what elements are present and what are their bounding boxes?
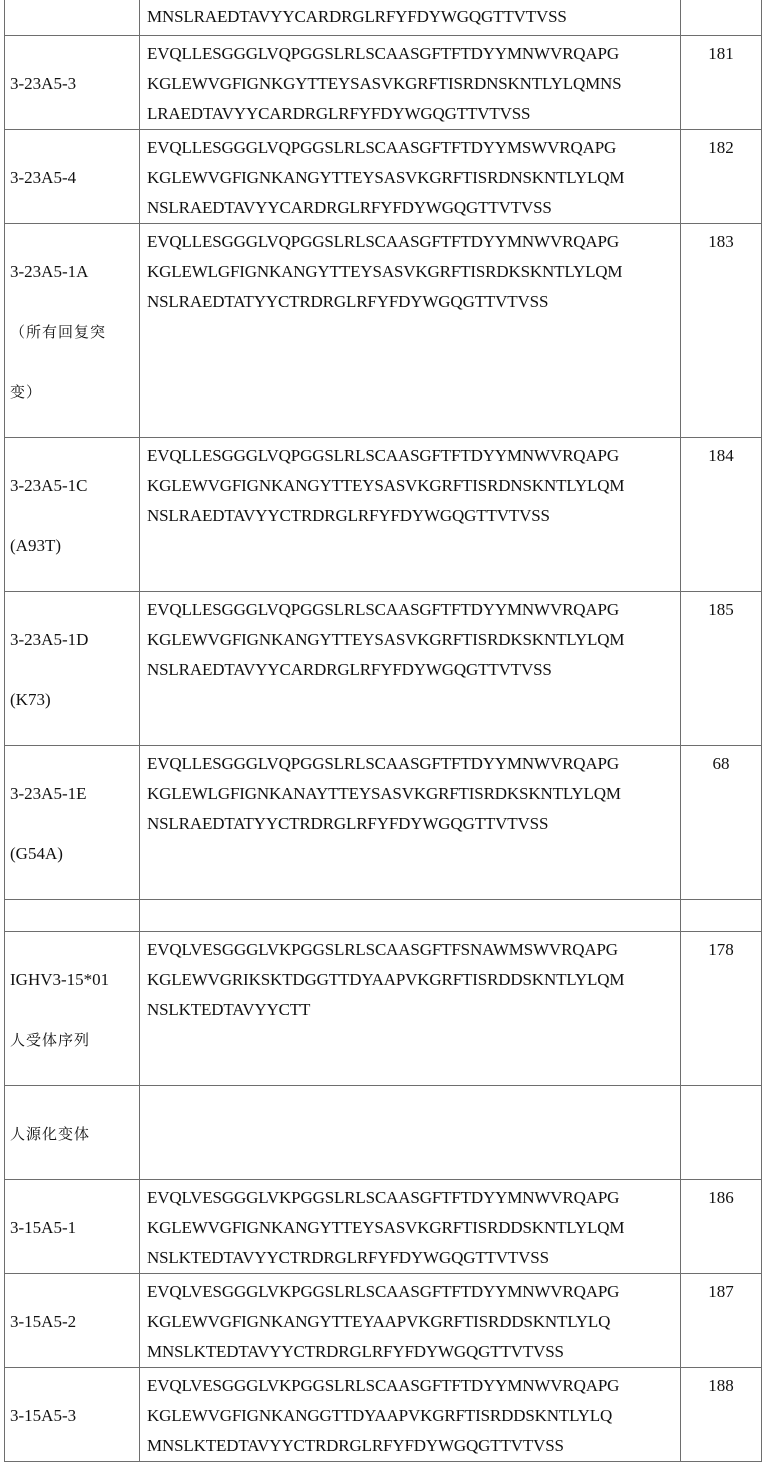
sequence-cell: [140, 1368, 681, 1462]
germline-note: 人受体序列: [10, 1031, 91, 1049]
sequence-table: [4, 0, 762, 1462]
sequence-table-body: [5, 0, 762, 1462]
variant-name-cell: [5, 0, 140, 36]
sequence-line: EVQLLESGGGLVQPGGSLRLSCAASGFTFTDYYMNWVRQAPG: [147, 446, 619, 465]
sequence-line: EVQLVESGGGLVKPGGSLRLSCAASGFTFSNAWMSWVRQAPG: [147, 940, 618, 959]
sequence-cell: [140, 438, 681, 592]
sequence-line: KGLEWLGFIGNKANAYTTEYSASVKGRFTISRDKSKNTLYLQM: [147, 784, 621, 803]
seq-id-cell: [681, 900, 762, 932]
variant-name: 3-15A5-2: [10, 1312, 77, 1331]
sequence-line: KGLEWVGFIGNKANGGTTDYAAPVKGRFTISRDDSKNTLYLQ: [147, 1406, 613, 1425]
sequence-line: KGLEWVGRIKSKTDGGTTDYAAPVKGRFTISRDDSKNTLYLQM: [147, 970, 625, 989]
sequence-line: EVQLVESGGGLVKPGGSLRLSCAASGFTFTDYYMNWVRQAPG: [147, 1376, 620, 1395]
table-row: [5, 438, 762, 592]
variant-name-cell: [5, 36, 140, 130]
sequence-line: KGLEWVGFIGNKANGYTTEYSASVKGRFTISRDDSKNTLYLQM: [147, 1218, 625, 1237]
table-row: [5, 130, 762, 224]
variant-mutation: (G54A): [10, 844, 63, 863]
seq-id-cell: 184: [681, 438, 762, 592]
seq-id-cell: 178: [681, 932, 762, 1086]
sequence-line: NSLRAEDTATYYCTRDRGLRFYFDYWGQGTTVTVSS: [147, 292, 549, 311]
sequence-line: NSLRAEDTAVYYCARDRGLRFYFDYWGQGTTVTVSS: [147, 660, 552, 679]
variant-name-cell: [5, 1274, 140, 1368]
sequence-line: LRAEDTAVYYCARDRGLRFYFDYWGQGTTVTVSS: [147, 104, 531, 123]
sequence-line: NSLRAEDTAVYYCARDRGLRFYFDYWGQGTTVTVSS: [147, 198, 552, 217]
sequence-line: EVQLLESGGGLVQPGGSLRLSCAASGFTFTDYYMNWVRQAPG: [147, 754, 619, 773]
sequence-cell: [140, 592, 681, 746]
sequence-line: EVQLLESGGGLVQPGGSLRLSCAASGFTFTDYYMNWVRQAPG: [147, 44, 619, 63]
table-row: [5, 36, 762, 130]
table-row: [5, 1368, 762, 1462]
variant-name-cell: [5, 130, 140, 224]
seq-id-cell: 68: [681, 746, 762, 900]
sequence-line: NSLRAEDTAVYYCTRDRGLRFYFDYWGQGTTVTVSS: [147, 506, 550, 525]
table-row: [5, 1180, 762, 1274]
variant-name-cell: [5, 592, 140, 746]
sequence-line: MNSLKTEDTAVYYCTRDRGLRFYFDYWGQGTTVTVSS: [147, 1342, 564, 1361]
sequence-cell: [140, 1180, 681, 1274]
sequence-line: NSLRAEDTATYYCTRDRGLRFYFDYWGQGTTVTVSS: [147, 814, 549, 833]
sequence-line: EVQLVESGGGLVKPGGSLRLSCAASGFTFTDYYMNWVRQAPG: [147, 1188, 620, 1207]
variant-name-cell: [5, 932, 140, 1086]
sequence-line: EVQLLESGGGLVQPGGSLRLSCAASGFTFTDYYMNWVRQAPG: [147, 600, 619, 619]
sequence-cell: [140, 1274, 681, 1368]
table-row: [5, 746, 762, 900]
seq-id-cell: 185: [681, 592, 762, 746]
variant-name-cell: [5, 224, 140, 438]
variant-name: 3-23A5-1E: [10, 784, 87, 803]
variant-mutation: (K73): [10, 690, 51, 709]
sequence-line: KGLEWVGFIGNKGYTTEYSASVKGRFTISRDNSKNTLYLQMNS: [147, 74, 622, 93]
table-row-blank: [5, 900, 762, 932]
variant-name-cell: [5, 746, 140, 900]
table-row: [5, 224, 762, 438]
variant-name: 3-23A5-1A: [10, 262, 89, 281]
table-row: [5, 0, 762, 36]
sequence-line: MNSLKTEDTAVYYCTRDRGLRFYFDYWGQGTTVTVSS: [147, 1436, 564, 1455]
sequence-line: KGLEWVGFIGNKANGYTTEYAAPVKGRFTISRDDSKNTLYLQ: [147, 1312, 611, 1331]
sequence-cell: [140, 932, 681, 1086]
variant-name-cell: [5, 1368, 140, 1462]
sequence-line: KGLEWVGFIGNKANGYTTEYSASVKGRFTISRDNSKNTLYLQM: [147, 476, 625, 495]
variant-name-cell: [5, 1180, 140, 1274]
sequence-cell: [140, 1086, 681, 1180]
variant-name: 3-23A5-1D: [10, 630, 89, 649]
table-row: [5, 1274, 762, 1368]
sequence-line: EVQLLESGGGLVQPGGSLRLSCAASGFTFTDYYMSWVRQAPG: [147, 138, 617, 157]
seq-id-cell: [681, 1086, 762, 1180]
section-header: 人源化变体: [10, 1125, 91, 1143]
seq-id-cell: 183: [681, 224, 762, 438]
sequence-cell: [140, 900, 681, 932]
sequence-line: NSLKTEDTAVYYCTT: [147, 1000, 311, 1019]
seq-id-cell: 182: [681, 130, 762, 224]
variant-note: 变）: [10, 383, 43, 401]
variant-name: 3-23A5-1C: [10, 476, 88, 495]
sequence-cell: [140, 36, 681, 130]
sequence-line: EVQLVESGGGLVKPGGSLRLSCAASGFTFTDYYMNWVRQAPG: [147, 1282, 620, 1301]
seq-id-cell: [681, 0, 762, 36]
sequence-line: KGLEWLGFIGNKANGYTTEYSASVKGRFTISRDKSKNTLYLQM: [147, 262, 623, 281]
sequence-cell: [140, 224, 681, 438]
sequence-line: KGLEWVGFIGNKANGYTTEYSASVKGRFTISRDNSKNTLYLQM: [147, 168, 625, 187]
sequence-cell: [140, 0, 681, 36]
seq-id-cell: 187: [681, 1274, 762, 1368]
table-row: [5, 932, 762, 1086]
variant-name: 3-23A5-4: [10, 168, 77, 187]
variant-name: 3-23A5-3: [10, 74, 77, 93]
sequence-cell: [140, 746, 681, 900]
section-header-cell: [5, 1086, 140, 1180]
variant-name: 3-15A5-3: [10, 1406, 77, 1425]
variant-note: （所有回复突: [10, 323, 107, 341]
section-header-row: [5, 1086, 762, 1180]
sequence-line: KGLEWVGFIGNKANGYTTEYSASVKGRFTISRDKSKNTLYLQM: [147, 630, 625, 649]
sequence-line: MNSLRAEDTAVYYCARDRGLRFYFDYWGQGTTVTVSS: [147, 7, 567, 26]
seq-id-cell: 186: [681, 1180, 762, 1274]
seq-id-cell: 188: [681, 1368, 762, 1462]
germline-name: IGHV3-15*01: [10, 970, 110, 989]
sequence-line: NSLKTEDTAVYYCTRDRGLRFYFDYWGQGTTVTVSS: [147, 1248, 549, 1267]
sequence-cell: [140, 130, 681, 224]
sequence-line: EVQLLESGGGLVQPGGSLRLSCAASGFTFTDYYMNWVRQAPG: [147, 232, 619, 251]
variant-name-cell: [5, 438, 140, 592]
variant-mutation: (A93T): [10, 536, 61, 555]
table-row: [5, 592, 762, 746]
variant-name-cell: [5, 900, 140, 932]
variant-name: 3-15A5-1: [10, 1218, 77, 1237]
seq-id-cell: 181: [681, 36, 762, 130]
